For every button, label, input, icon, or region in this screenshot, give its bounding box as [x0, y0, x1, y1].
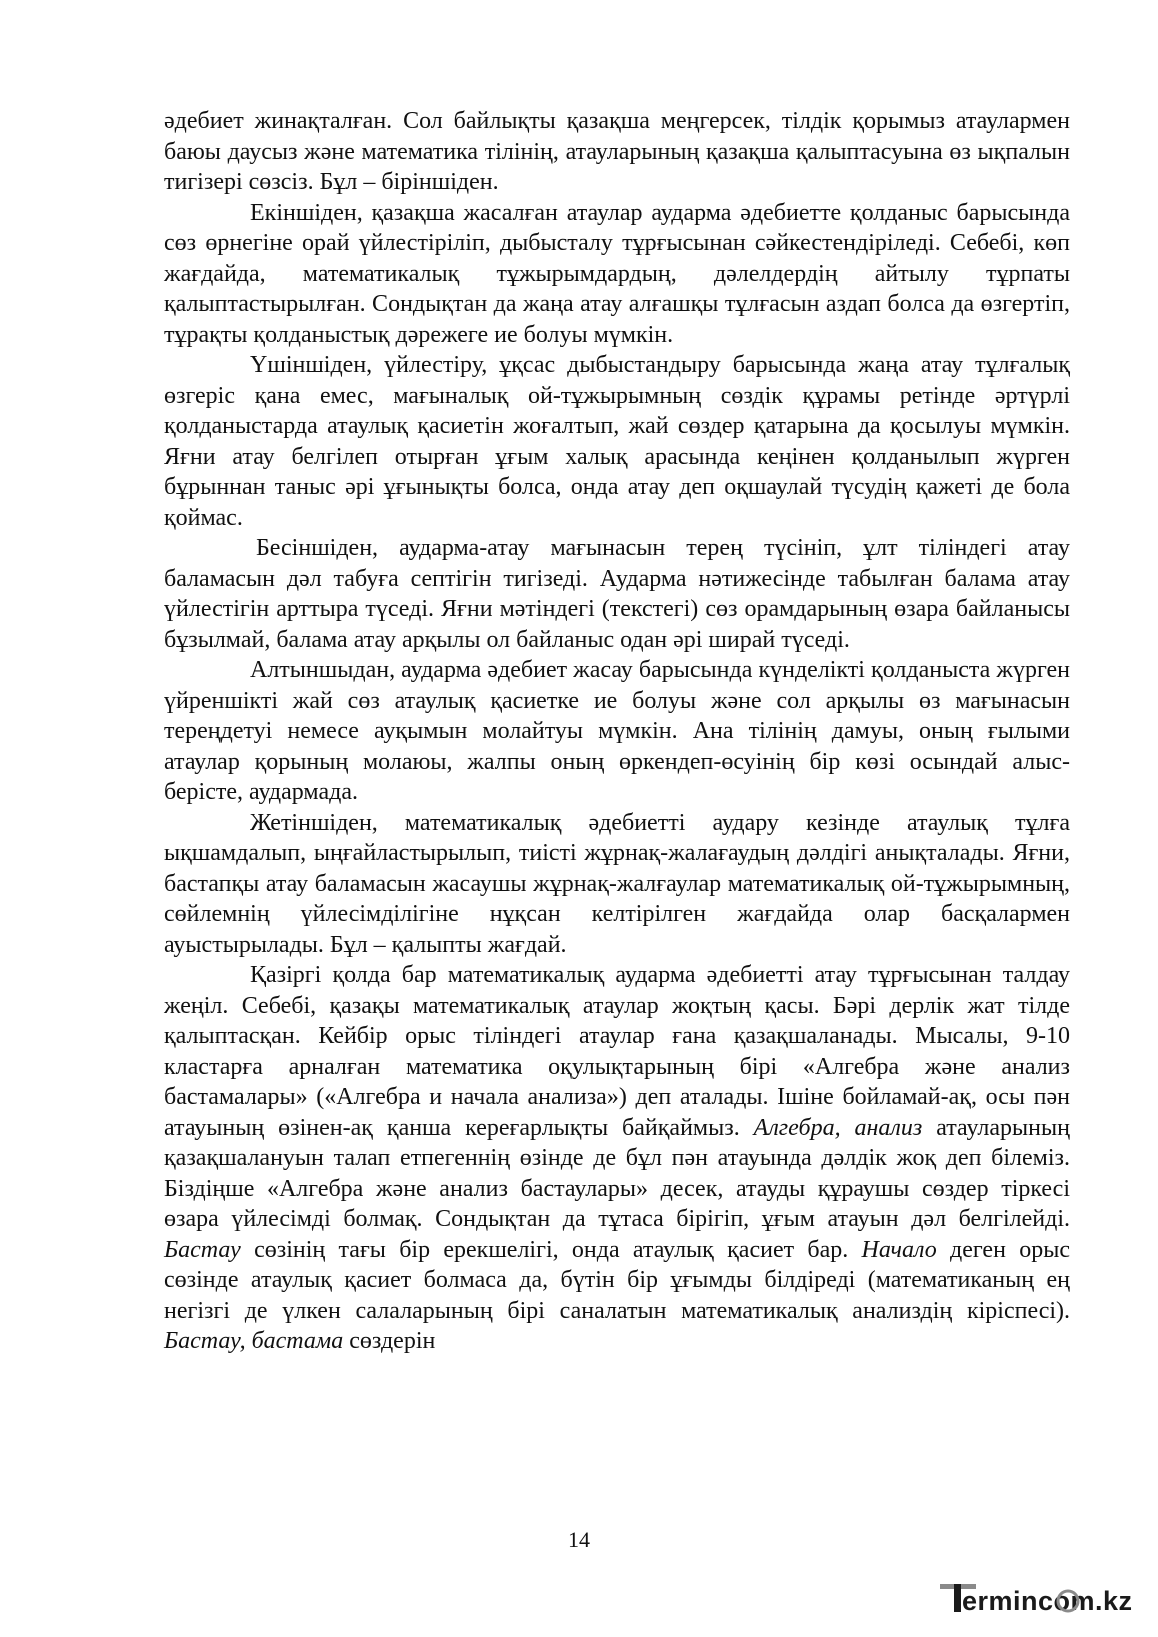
italic-term: Алгебра, анализ — [753, 1114, 923, 1141]
italic-term: Бастау — [164, 1236, 241, 1263]
paragraph-text: Жетіншіден, математикалық әдебиетті аудару кезінде атаулық тұлға ықшамдалып, ыңғайластырылып, тиісті жұрнақ-жалағаудың дәлдігі анықталады. Яғни, бастапқы атау баламасын жасаушы жұрнақ-жалғаулар математикалық ой-тұжырымның, сөйлемнің үйлесімділігіне нұқсан келтірілген жағдайда олар басқалармен ауыстырылады. Бұл – қалыпты жағдай. — [164, 809, 1070, 958]
document-page — [164, 106, 1070, 1357]
paragraph-third — [164, 350, 1070, 533]
paragraph-continuation — [164, 106, 1070, 198]
watermark-logo-icon — [940, 1578, 1140, 1618]
paragraph-text: Екіншіден, қазақша жасалған атаулар аударма әдебиетте қолданыс барысында сөз өрнегіне орай үйлестіріліп, дыбысталу тұрғысынан сәйкестендіріледі. Себебі, көп жағдайда, математикалық тұжырымдардың, дәлелдердің айтылу тұрпаты қалыптастырылған. Сондықтан да жаңа атау алғашқы тұлғасын аздап болса да өзгертіп, тұрақты қолданыстық дәрежеге ие болуы мүмкін. — [164, 199, 1070, 348]
italic-term: Начало — [861, 1236, 937, 1263]
paragraph-text: әдебиет жинақталған. Сол байлықты қазақша меңгерсек, тілдік қорымыз атаулармен баюы даусыз және математика тілінің, атауларының қазақша қалыптасуына өз ықпалын тигізері сөзсіз. Бұл – біріншіден. — [164, 108, 1070, 195]
paragraph-second — [164, 198, 1070, 351]
paragraph-text: Бесіншіден, аударма-атау мағынасын терең түсініп, ұлт тіліндегі атау баламасын дәл табуға септігін тигізеді. Аударма нәтижесінде табылған балама атау үйлестігін арттыра түседі. Яғни мәтіндегі (текстегі) сөз орамдарының өзара байланысы бұзылмай, балама атау арқылы ол байланыс одан әрі ширай түседі. — [164, 535, 1070, 653]
paragraph-current-literature — [164, 960, 1070, 1357]
page-number: 14 — [568, 1527, 590, 1552]
paragraph-text: деген орыс сөзінде атаулық қасиет болмаса да, бүтін бір ұғымды білдіреді (математиканың ең негізгі де үлкен салаларының бірі саналатын математикалық анализдің кіріспесі). — [164, 1236, 1070, 1324]
paragraph-fifth — [164, 533, 1070, 655]
paragraph-text: Үшіншіден, үйлестіру, ұқсас дыбыстандыру барысында жаңа атау тұлғалық өзгеріс қана емес, мағыналық ой-тұжырымның сөздік құрамы ретінде әртүрлі қолданыстарда атаулық қасиетін жоғалтып, жай сөздер қатарына да қосылуы мүмкін. Яғни атау белгілеп отырған ұғым халық арасында кеңінен қолданылып жүрген бұрыннан таныс әрі ұғынықты болса, онда атау деп оқшаулай түсудің қажеті де бола қоймас. — [164, 352, 1070, 531]
paragraph-text: Қазіргі қолда бар математикалық аударма әдебиетті атау тұрғысынан талдау жеңіл. Себебі, қазақы математикалық атаулар жоқтың қасы. Бәрі дерлік жат тілде қалыптасқан. Кейбір орыс тіліндегі атаулар ғана қазақшаланады. Мысалы, 9-10 кластарға арналған математика оқулықтарының бірі «Алгебра және анализ бастамалары» («Алгебра и начала анализа») деп аталады. Ішіне бойламай-ақ, осы пән атауының өзінен-ақ қанша кереғарлықты байқаймыз. — [164, 962, 1070, 1141]
paragraph-sixth — [164, 655, 1070, 808]
termincom-watermark-logo — [940, 1578, 1140, 1618]
paragraph-text: сөздерін — [343, 1328, 436, 1354]
paragraph-text: сөзінің тағы бір ерекшелігі, онда атаулық қасиет бар. — [240, 1236, 862, 1263]
paragraph-text: атауларының қазақшалануын талап етпегеннің өзінде де бұл пән атауында дәлдік жоқ деп білеміз. Біздіңше «Алгебра және анализ бастаулары» десек, атауды құраушы сөздер тіркесі өзара үйлесімді болмақ. Сондықтан да тұтаса бірігіп, ұғым атауын дәл белгілейді. — [164, 1114, 1070, 1232]
svg-text:ermincom.kz: ermincom.kz — [962, 1586, 1133, 1616]
italic-term: Бастау, бастама — [164, 1328, 344, 1354]
paragraph-seventh — [164, 808, 1070, 961]
paragraph-text: Алтыншыдан, аударма әдебиет жасау барысында күнделікті қолданыста жүрген үйреншікті жай сөз атаулық қасиетке ие болуы және сол арқылы өз мағынасын тереңдетуі немесе ауқымын молайтуы мүмкін. Ана тілінің дамуы, оның ғылыми атаулар қорының молаюы, жалпы оның өркендеп-өсуінің бір көзі осындай алыс-берісте, аудармада. — [164, 657, 1070, 805]
